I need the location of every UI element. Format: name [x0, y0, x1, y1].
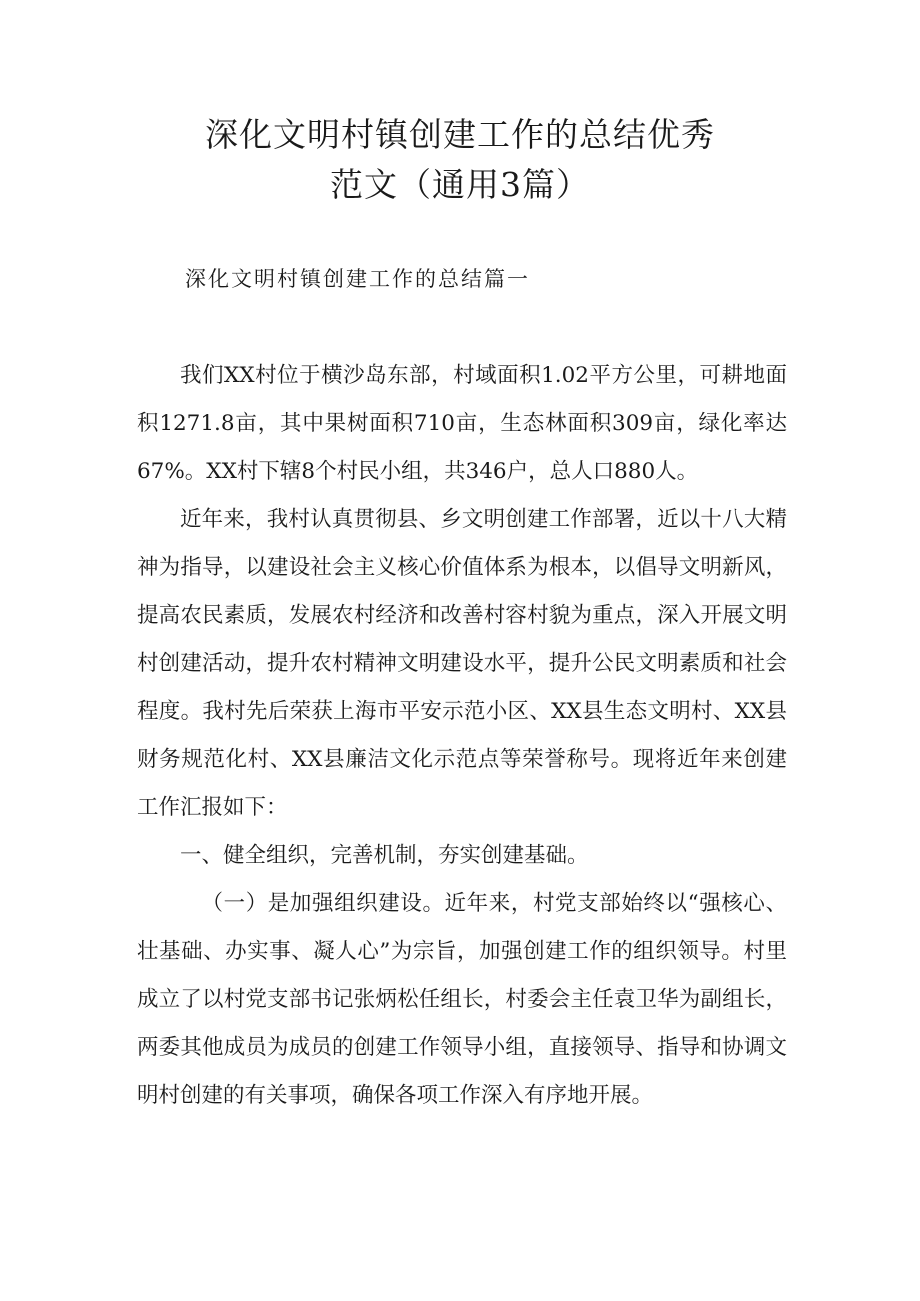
document-title-line1: 深化文明村镇创建工作的总结优秀 [205, 115, 715, 154]
document-title-line2: 范文（通用3篇） [330, 165, 590, 204]
section-subheading: 深化文明村镇创建工作的总结篇一 [185, 267, 530, 291]
document-body [137, 352, 787, 1120]
paragraph-heading-one: 一、健全组织，完善机制，夯实创建基础。 [180, 843, 589, 868]
paragraph-overview: 近年来，我村认真贯彻县、乡文明创建工作部署，近以十八大精神为指导，以建设社会主义核心价值体系为根本，以倡导文明新风，提高农民素质，发展农村经济和改善村容村貌为重点，深入开展文明村创建活动，提升农村精神文明建设水平，提升公民文明素质和社会程度。我村先后荣获上海市平安示范小区、XX县生态文明村、XX县财务规范化村、XX县廉洁文化示范点等荣誉称号。现将近年来创建工作汇报如下： [137, 507, 787, 820]
paragraph-organization: （一）是加强组织建设。近年来，村党支部始终以“强核心、壮基础、办实事、凝人心”为宗旨，加强创建工作的组织领导。村里成立了以村党支部书记张炳松任组长，村委会主任袁卫华为副组长，两委其他成员为成员的创建工作领导小组，直接领导、指导和协调文明村创建的有关事项，确保各项工作深入有序地开展。 [137, 891, 787, 1108]
paragraph-intro: 我们XX村位于横沙岛东部，村域面积1.02平方公里，可耕地面积1271.8亩，其中果树面积710亩，生态林面积309亩，绿化率达67%。XX村下辖8个村民小组，共346户，总人口880人。 [137, 363, 787, 484]
